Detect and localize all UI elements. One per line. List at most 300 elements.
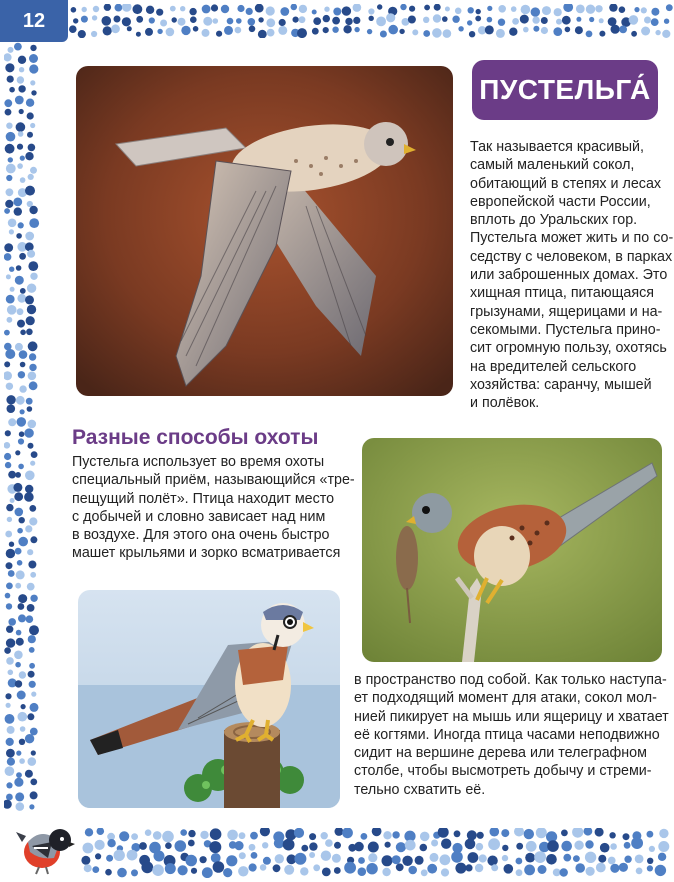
border-dot xyxy=(127,850,138,861)
border-dot xyxy=(332,854,341,863)
border-dot xyxy=(585,852,596,863)
border-dot xyxy=(6,738,14,746)
dotted-border-top xyxy=(68,4,674,38)
border-dot xyxy=(119,831,129,841)
border-dot xyxy=(465,864,472,871)
border-dot xyxy=(4,453,11,460)
border-dot xyxy=(258,17,263,22)
border-dot xyxy=(200,831,208,839)
border-dot xyxy=(20,362,26,368)
border-dot xyxy=(15,96,24,105)
border-dot xyxy=(5,200,13,208)
border-dot xyxy=(165,863,176,874)
border-dot xyxy=(73,18,78,23)
border-dot xyxy=(213,861,225,873)
border-dot xyxy=(13,198,22,207)
border-dot xyxy=(421,869,428,876)
border-dot xyxy=(19,739,25,745)
text-line: в пространство под собой. Как только наступа- xyxy=(354,672,667,688)
border-dot xyxy=(514,828,524,837)
border-dot xyxy=(595,828,604,837)
border-dot xyxy=(249,26,256,33)
border-dot xyxy=(596,863,606,873)
border-dot xyxy=(309,852,315,858)
border-dot xyxy=(475,864,483,872)
border-dot xyxy=(180,829,187,836)
border-dot xyxy=(95,853,101,859)
section-heading: Разные способы охоты xyxy=(72,426,319,449)
border-dot xyxy=(249,844,256,851)
border-dot xyxy=(498,19,505,26)
border-dot xyxy=(541,17,548,24)
border-dot xyxy=(267,29,275,37)
border-dot xyxy=(4,442,10,449)
page-number: 12 xyxy=(0,0,68,42)
text-line: седству с человеком, в парках xyxy=(470,248,673,265)
border-dot xyxy=(498,5,506,13)
border-dot xyxy=(141,861,153,873)
border-dot xyxy=(624,842,631,849)
border-dot xyxy=(575,26,583,34)
border-dot xyxy=(25,232,34,241)
border-dot xyxy=(467,830,477,840)
border-dot xyxy=(20,177,26,183)
border-dot xyxy=(19,253,26,260)
border-dot xyxy=(368,853,377,862)
text-line: секомыми. Пустельга прино- xyxy=(470,321,661,338)
border-dot xyxy=(323,15,330,22)
border-dot xyxy=(15,343,23,351)
border-dot xyxy=(385,842,391,848)
border-dot xyxy=(7,76,14,83)
border-dot xyxy=(224,26,233,35)
border-dot xyxy=(203,17,212,26)
border-dot xyxy=(382,868,390,876)
border-dot xyxy=(157,29,162,34)
border-dot xyxy=(193,26,199,32)
border-dot xyxy=(636,868,643,875)
border-dot xyxy=(18,438,24,444)
text-line: машет крыльями и зорко всматривается xyxy=(72,545,341,562)
border-dot xyxy=(27,250,35,258)
border-dot xyxy=(291,4,298,10)
border-dot xyxy=(599,31,605,37)
border-dot xyxy=(6,188,14,196)
border-dot xyxy=(4,647,11,654)
border-dot xyxy=(280,7,289,16)
border-dot xyxy=(27,305,36,314)
border-dot xyxy=(608,857,616,865)
border-dot xyxy=(412,29,418,35)
border-dot xyxy=(25,186,35,196)
border-dot xyxy=(81,856,90,865)
border-dot xyxy=(29,647,35,653)
border-dot xyxy=(29,804,34,809)
border-dot xyxy=(30,728,38,736)
border-dot xyxy=(516,843,523,850)
border-dot xyxy=(10,287,15,292)
border-dot xyxy=(202,867,213,878)
border-dot xyxy=(502,845,508,851)
border-dot xyxy=(511,6,517,12)
text-line: столбе, чтобы высмотреть добычу и стреми- xyxy=(354,763,652,780)
border-dot xyxy=(18,56,26,64)
border-dot xyxy=(431,840,438,847)
border-dot xyxy=(534,851,546,863)
border-dot xyxy=(368,8,374,14)
border-dot xyxy=(354,27,359,32)
border-dot xyxy=(31,451,38,458)
border-dot xyxy=(131,869,138,876)
border-dot xyxy=(263,857,271,865)
border-dot xyxy=(15,548,22,555)
border-dot xyxy=(651,8,659,16)
border-dot xyxy=(440,854,451,865)
border-dot xyxy=(635,855,644,864)
border-dot xyxy=(5,462,11,468)
border-dot xyxy=(301,845,308,852)
border-dot xyxy=(541,27,548,34)
text-line: специальный приём, называющийся «тре- xyxy=(72,472,355,489)
text-line: тельно схватить её. xyxy=(354,781,486,798)
border-dot xyxy=(4,243,13,252)
border-dot xyxy=(18,537,28,547)
border-dot xyxy=(427,864,437,874)
border-dot xyxy=(29,681,36,688)
border-dot xyxy=(6,274,11,279)
border-dot xyxy=(575,863,585,873)
border-dot xyxy=(324,7,329,12)
border-dot xyxy=(16,233,22,239)
border-dot xyxy=(7,758,15,766)
border-dot xyxy=(284,865,294,875)
border-dot xyxy=(396,842,406,852)
border-dot xyxy=(28,341,38,351)
border-dot xyxy=(27,604,35,612)
border-dot xyxy=(26,615,34,623)
text-line: Так называется красивый, xyxy=(470,139,645,155)
border-dot xyxy=(5,349,15,359)
border-dot xyxy=(200,856,207,863)
border-dot xyxy=(246,8,253,15)
border-dot xyxy=(376,17,386,27)
border-dot xyxy=(145,829,152,836)
border-dot xyxy=(172,17,177,22)
border-dot xyxy=(496,29,505,38)
border-dot xyxy=(127,26,132,31)
border-dot xyxy=(6,626,13,633)
border-dot xyxy=(524,865,535,876)
border-dot xyxy=(361,833,368,840)
border-dot xyxy=(189,8,196,15)
border-dot xyxy=(430,853,439,862)
border-dot xyxy=(382,855,393,866)
border-dot xyxy=(4,253,11,261)
border-dot xyxy=(10,498,15,503)
border-dot xyxy=(6,638,15,647)
border-dot xyxy=(16,772,22,778)
border-dot xyxy=(366,863,377,874)
kestrel-flight-photo xyxy=(76,66,453,396)
border-dot xyxy=(399,29,404,34)
border-dot xyxy=(28,757,37,766)
border-dot xyxy=(92,866,99,873)
border-dot xyxy=(561,830,568,837)
border-dot xyxy=(409,6,415,12)
border-dot xyxy=(9,542,14,547)
border-dot xyxy=(334,842,341,849)
border-dot xyxy=(26,398,33,405)
border-dot xyxy=(299,16,306,23)
border-dot xyxy=(18,131,24,137)
page-title: ПУСТЕЛЬГА́ xyxy=(479,74,651,105)
border-dot xyxy=(595,5,602,12)
border-dot xyxy=(4,208,10,214)
border-dot xyxy=(531,7,540,16)
border-dot xyxy=(323,27,329,33)
border-dot xyxy=(6,504,13,511)
border-dot xyxy=(367,29,372,34)
border-dot xyxy=(266,18,275,27)
border-dot xyxy=(610,843,617,850)
border-dot xyxy=(15,583,21,589)
text-line: с добычей и словно зависает над ним xyxy=(72,508,326,525)
text-line: хищная птица, питающаяся xyxy=(470,285,654,302)
border-dot xyxy=(441,839,451,849)
border-dot xyxy=(445,7,450,12)
border-dot xyxy=(634,7,639,12)
border-dot xyxy=(6,132,16,142)
border-dot xyxy=(274,838,284,848)
border-dot xyxy=(28,261,38,271)
border-dot xyxy=(664,19,669,24)
border-dot xyxy=(30,572,36,578)
border-dot xyxy=(516,858,523,865)
border-dot xyxy=(647,831,654,838)
border-dot xyxy=(432,28,442,38)
text-line: или заброшенных домах. Это xyxy=(470,267,668,284)
border-dot xyxy=(25,471,35,481)
border-dot xyxy=(423,17,429,23)
border-dot xyxy=(17,417,27,427)
border-dot xyxy=(400,4,406,10)
border-dot xyxy=(180,6,185,11)
border-dot xyxy=(377,4,382,9)
border-dot xyxy=(211,4,218,11)
border-dot xyxy=(476,843,484,851)
border-dot xyxy=(15,276,24,285)
border-dot xyxy=(20,156,25,161)
border-dot xyxy=(16,751,21,756)
border-dot xyxy=(71,7,77,13)
border-dot xyxy=(238,866,248,876)
border-dot xyxy=(27,112,34,119)
border-dot xyxy=(117,868,127,878)
border-dot xyxy=(572,828,583,838)
border-dot xyxy=(536,828,547,838)
border-dot xyxy=(16,265,22,271)
border-dot xyxy=(278,26,287,35)
border-dot xyxy=(451,851,463,863)
border-dot xyxy=(14,43,22,51)
border-dot xyxy=(31,90,36,95)
border-dot xyxy=(17,76,24,83)
border-dot xyxy=(7,404,16,413)
dotted-border-left xyxy=(4,42,40,812)
border-dot xyxy=(15,680,22,687)
border-dot xyxy=(166,28,175,37)
border-dot xyxy=(491,864,498,871)
border-dot xyxy=(6,383,13,390)
border-dot xyxy=(202,5,211,14)
border-dot xyxy=(576,5,585,14)
border-dot xyxy=(279,19,286,26)
border-dot xyxy=(17,144,23,150)
border-dot xyxy=(16,802,25,811)
border-dot xyxy=(344,862,356,874)
text-line: и полёвок. xyxy=(470,395,540,412)
border-dot xyxy=(92,15,97,20)
border-dot xyxy=(433,14,441,22)
border-dot xyxy=(30,80,35,85)
border-dot xyxy=(19,67,24,72)
border-dot xyxy=(29,505,36,512)
border-dot xyxy=(28,174,34,180)
border-dot xyxy=(487,6,492,11)
border-dot xyxy=(111,24,120,33)
border-dot xyxy=(458,26,463,31)
border-dot xyxy=(586,867,595,876)
border-dot xyxy=(29,364,36,371)
border-dot xyxy=(15,450,20,455)
border-dot xyxy=(251,852,258,859)
border-dot xyxy=(599,18,604,23)
border-dot xyxy=(29,206,37,214)
border-dot xyxy=(388,25,398,35)
border-dot xyxy=(383,831,391,839)
border-dot xyxy=(322,868,331,877)
border-dot xyxy=(589,17,594,22)
border-dot xyxy=(5,109,12,116)
border-dot xyxy=(469,31,475,37)
border-dot xyxy=(6,794,13,801)
border-dot xyxy=(631,31,637,37)
border-dot xyxy=(239,852,246,859)
border-dot xyxy=(19,350,28,359)
border-dot xyxy=(31,750,36,755)
border-dot xyxy=(321,832,328,839)
border-dot xyxy=(122,4,132,12)
border-dot xyxy=(658,853,666,861)
text-line: в воздухе. Для этого она очень быстро xyxy=(72,527,330,544)
border-dot xyxy=(30,123,35,128)
border-dot xyxy=(29,663,35,669)
border-dot xyxy=(181,26,190,35)
border-dot xyxy=(629,15,639,25)
border-dot xyxy=(16,630,22,636)
border-dot xyxy=(6,603,12,609)
border-dot xyxy=(4,800,12,809)
border-dot xyxy=(25,770,33,778)
border-dot xyxy=(227,830,238,841)
border-dot xyxy=(6,164,16,174)
text-line: на вредителей сельского xyxy=(470,358,637,375)
border-dot xyxy=(424,5,430,11)
border-dot xyxy=(488,838,500,850)
kestrel-illustration xyxy=(78,590,340,808)
border-dot xyxy=(239,832,246,839)
border-dot xyxy=(533,26,539,32)
border-dot xyxy=(24,492,34,502)
border-dot xyxy=(7,517,12,522)
border-dot xyxy=(20,726,26,732)
border-dot xyxy=(17,320,25,328)
border-dot xyxy=(332,27,338,33)
border-dot xyxy=(104,4,111,11)
border-dot xyxy=(5,714,15,724)
text-line: вплоть до Уральских гор. xyxy=(470,212,638,229)
border-dot xyxy=(651,18,659,26)
border-dot xyxy=(227,18,234,25)
border-dot xyxy=(408,866,417,875)
border-dot xyxy=(467,20,472,25)
border-dot xyxy=(28,671,35,678)
border-dot xyxy=(69,25,77,33)
border-dot xyxy=(547,840,559,852)
text-line: обитающий в степях и лесах xyxy=(470,175,662,192)
border-dot xyxy=(18,712,28,722)
border-dot xyxy=(160,20,167,27)
border-dot xyxy=(574,841,583,850)
border-dot xyxy=(216,31,222,37)
border-dot xyxy=(434,4,441,11)
border-dot xyxy=(84,864,92,872)
border-dot xyxy=(343,25,351,33)
border-dot xyxy=(221,5,229,13)
border-dot xyxy=(6,749,15,758)
border-dot xyxy=(655,865,666,876)
border-dot xyxy=(392,831,399,838)
border-dot xyxy=(563,4,573,12)
border-dot xyxy=(26,99,34,107)
border-dot xyxy=(408,16,416,24)
border-dot xyxy=(114,850,125,861)
border-dot xyxy=(8,157,13,162)
border-dot xyxy=(554,8,562,16)
border-dot xyxy=(479,854,487,862)
border-dot xyxy=(19,671,26,678)
border-dot xyxy=(380,31,387,38)
border-dot xyxy=(6,583,13,590)
border-dot xyxy=(14,492,23,501)
border-dot xyxy=(30,461,35,466)
border-dot xyxy=(20,409,25,414)
border-dot xyxy=(5,144,15,154)
border-dot xyxy=(7,726,15,734)
continuation-paragraph xyxy=(354,671,669,799)
border-dot xyxy=(93,6,99,12)
border-dot xyxy=(455,8,462,15)
border-dot xyxy=(15,792,24,801)
border-dot xyxy=(420,844,428,852)
border-dot xyxy=(312,10,317,15)
border-dot xyxy=(249,863,257,871)
border-dot xyxy=(188,830,195,837)
border-dot xyxy=(25,242,34,251)
border-dot xyxy=(4,371,12,380)
border-dot xyxy=(30,779,37,786)
border-dot xyxy=(573,855,580,862)
